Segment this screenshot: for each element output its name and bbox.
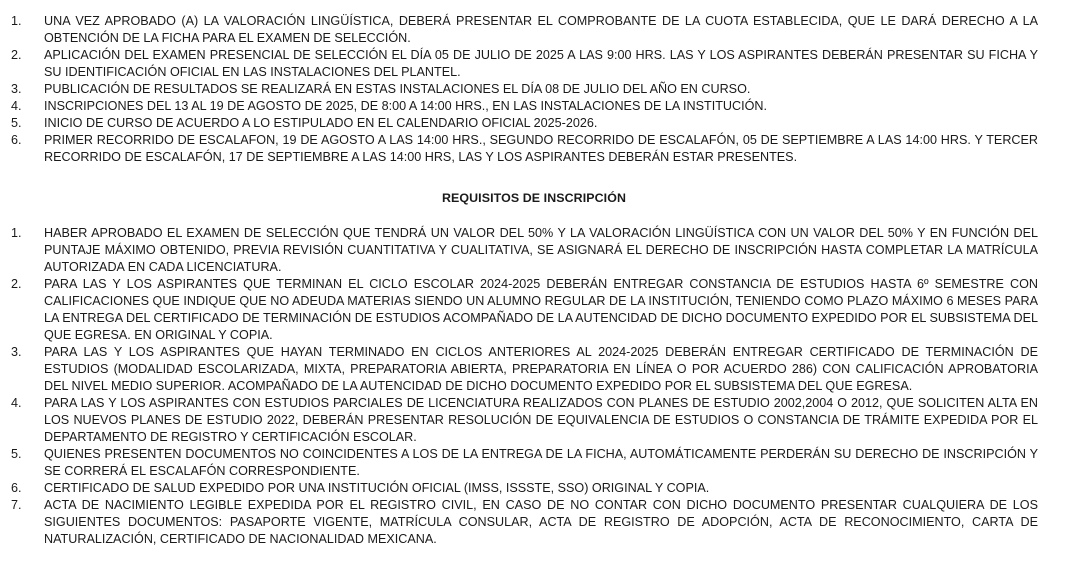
item-number: 2.	[11, 48, 22, 62]
item-number: 1.	[11, 14, 22, 28]
item-text: ACTA DE NACIMIENTO LEGIBLE EXPEDIDA POR EL REGISTRO CIVIL, EN CASO DE NO CONTAR CON DICHO DOCUMENTO PRESENTAR CUALQUIERA DE LOS SIGUIENTES DOCUMENTOS: PASAPORTE VIGENTE, MATRÍCULA CONSULAR, ACTA DE REGISTRO DE ADOPCIÓN, ACTA DE RECONOCIMIENTO, CARTA DE NATURALIZACIÓN, CERTIFICADO DE NACIONALIDAD MEXICANA.	[44, 498, 1038, 546]
list-item	[0, 344, 1068, 395]
list-item	[0, 132, 1068, 166]
list-item	[0, 395, 1068, 446]
item-number: 1.	[11, 226, 22, 240]
requirements-list	[0, 225, 1068, 548]
item-number: 4.	[11, 99, 22, 113]
item-text: PUBLICACIÓN DE RESULTADOS SE REALIZARÁ EN ESTAS INSTALACIONES EL DÍA 08 DE JULIO DEL AÑO EN CURSO.	[44, 82, 751, 96]
list-item	[0, 480, 1068, 497]
list-item	[0, 276, 1068, 344]
item-text: PARA LAS Y LOS ASPIRANTES QUE TERMINAN EL CICLO ESCOLAR 2024-2025 DEBERÁN ENTREGAR CONSTANCIA DE ESTUDIOS HASTA 6º SEMESTRE CON CALIFICACIONES QUE INDIQUE QUE NO ADEUDA MATERIAS SIENDO UN ALUMNO REGULAR DE LA INSTITUCIÓN, TENIENDO COMO PLAZO MÁXIMO 6 MESES PARA LA ENTREGA DEL CERTIFICADO DE TERMINACIÓN DE ESTUDIOS ACOMPAÑADO DE LA AUTENCIDAD DE DICHO DOCUMENTO EXPEDIDO POR EL SUBSISTEMA DEL QUE EGRESA. EN ORIGINAL Y COPIA.	[44, 277, 1038, 342]
list-item	[0, 497, 1068, 548]
item-number: 5.	[11, 116, 22, 130]
list-item	[0, 225, 1068, 276]
item-number: 4.	[11, 396, 22, 410]
list-item	[0, 115, 1068, 132]
procedure-list	[0, 13, 1068, 166]
item-text: QUIENES PRESENTEN DOCUMENTOS NO COINCIDENTES A LOS DE LA ENTREGA DE LA FICHA, AUTOMÁTICAMENTE PERDERÁN SU DERECHO DE INSCRIPCIÓN Y SE CORRERÁ EL ESCALAFÓN CORRESPONDIENTE.	[44, 447, 1038, 478]
item-text: UNA VEZ APROBADO (A) LA VALORACIÓN LINGÜÍSTICA, DEBERÁ PRESENTAR EL COMPROBANTE DE LA CUOTA ESTABLECIDA, QUE LE DARÁ DERECHO A LA OBTENCIÓN DE LA FICHA PARA EL EXAMEN DE SELECCIÓN.	[44, 14, 1038, 45]
item-number: 3.	[11, 82, 22, 96]
item-text: PARA LAS Y LOS ASPIRANTES QUE HAYAN TERMINADO EN CICLOS ANTERIORES AL 2024-2025 DEBERÁN ENTREGAR CERTIFICADO DE TERMINACIÓN DE ESTUDIOS (MODALIDAD ESCOLARIZADA, MIXTA, PREPARATORIA ABIERTA, PREPARATORIA EN LÍNEA O POR ACUERDO 286) CON CALIFICACIÓN APROBATORIA DEL NIVEL MEDIO SUPERIOR. ACOMPAÑADO DE LA AUTENCIDAD DE DICHO DOCUMENTO EXPEDIDO POR EL SUBSISTEMA DEL QUE EGRESA.	[44, 345, 1038, 393]
list-item	[0, 98, 1068, 115]
item-number: 5.	[11, 447, 22, 461]
item-text: PARA LAS Y LOS ASPIRANTES CON ESTUDIOS PARCIALES DE LICENCIATURA REALIZADOS CON PLANES DE ESTUDIO 2002,2004 O 2012, QUE SOLICITEN ALTA EN LOS NUEVOS PLANES DE ESTUDIO 2022, DEBERÁN PRESENTAR RESOLUCIÓN DE EQUIVALENCIA DE ESTUDIOS O CONSTANCIA DE TRÁMITE EXPEDIDA POR EL DEPARTAMENTO DE REGISTRO Y CERTIFICACIÓN ESCOLAR.	[44, 396, 1038, 444]
item-number: 3.	[11, 345, 22, 359]
item-text: CERTIFICADO DE SALUD EXPEDIDO POR UNA INSTITUCIÓN OFICIAL (IMSS, ISSSTE, SSO) ORIGINAL Y COPIA.	[44, 481, 710, 495]
list-item	[0, 47, 1068, 81]
item-text: HABER APROBADO EL EXAMEN DE SELECCIÓN QUE TENDRÁ UN VALOR DEL 50% Y LA VALORACIÓN LINGÜÍSTICA CON UN VALOR DEL 50% Y EN FUNCIÓN DEL PUNTAJE MÁXIMO OBTENIDO, PREVIA REVISIÓN CUANTITATIVA Y CUALITATIVA, SE ASIGNARÁ EL DERECHO DE INSCRIPCIÓN HASTA COMPLETAR LA MATRÍCULA AUTORIZADA EN CADA LICENCIATURA.	[44, 226, 1038, 274]
list-item	[0, 13, 1068, 47]
section-heading: REQUISITOS DE INSCRIPCIÓN	[441, 191, 627, 205]
item-number: 6.	[11, 481, 22, 495]
item-text: PRIMER RECORRIDO DE ESCALAFON, 19 DE AGOSTO A LAS 14:00 HRS., SEGUNDO RECORRIDO DE ESCALAFÓN, 05 DE SEPTIEMBRE A LAS 14:00 HRS. Y TERCER RECORRIDO DE ESCALAFÓN, 17 DE SEPTIEMBRE A LAS 14:00 HRS, LAS Y LOS ASPIRANTES DEBERÁN ESTAR PRESENTES.	[44, 133, 1038, 164]
item-text: INSCRIPCIONES DEL 13 AL 19 DE AGOSTO DE 2025, DE 8:00 A 14:00 HRS., EN LAS INSTALACIONES DE LA INSTITUCIÓN.	[44, 99, 768, 113]
item-text: APLICACIÓN DEL EXAMEN PRESENCIAL DE SELECCIÓN EL DÍA 05 DE JULIO DE 2025 A LAS 9:00 HRS. LAS Y LOS ASPIRANTES DEBERÁN PRESENTAR SU FICHA Y SU IDENTIFICACIÓN OFICIAL EN LAS INSTALACIONES DEL PLANTEL.	[44, 48, 1038, 79]
document-page	[0, 13, 1068, 548]
item-number: 6.	[11, 133, 22, 147]
list-item	[0, 446, 1068, 480]
item-number: 2.	[11, 277, 22, 291]
item-text: INICIO DE CURSO DE ACUERDO A LO ESTIPULADO EN EL CALENDARIO OFICIAL 2025-2026.	[44, 116, 598, 130]
list-item	[0, 81, 1068, 98]
item-number: 7.	[11, 498, 22, 512]
